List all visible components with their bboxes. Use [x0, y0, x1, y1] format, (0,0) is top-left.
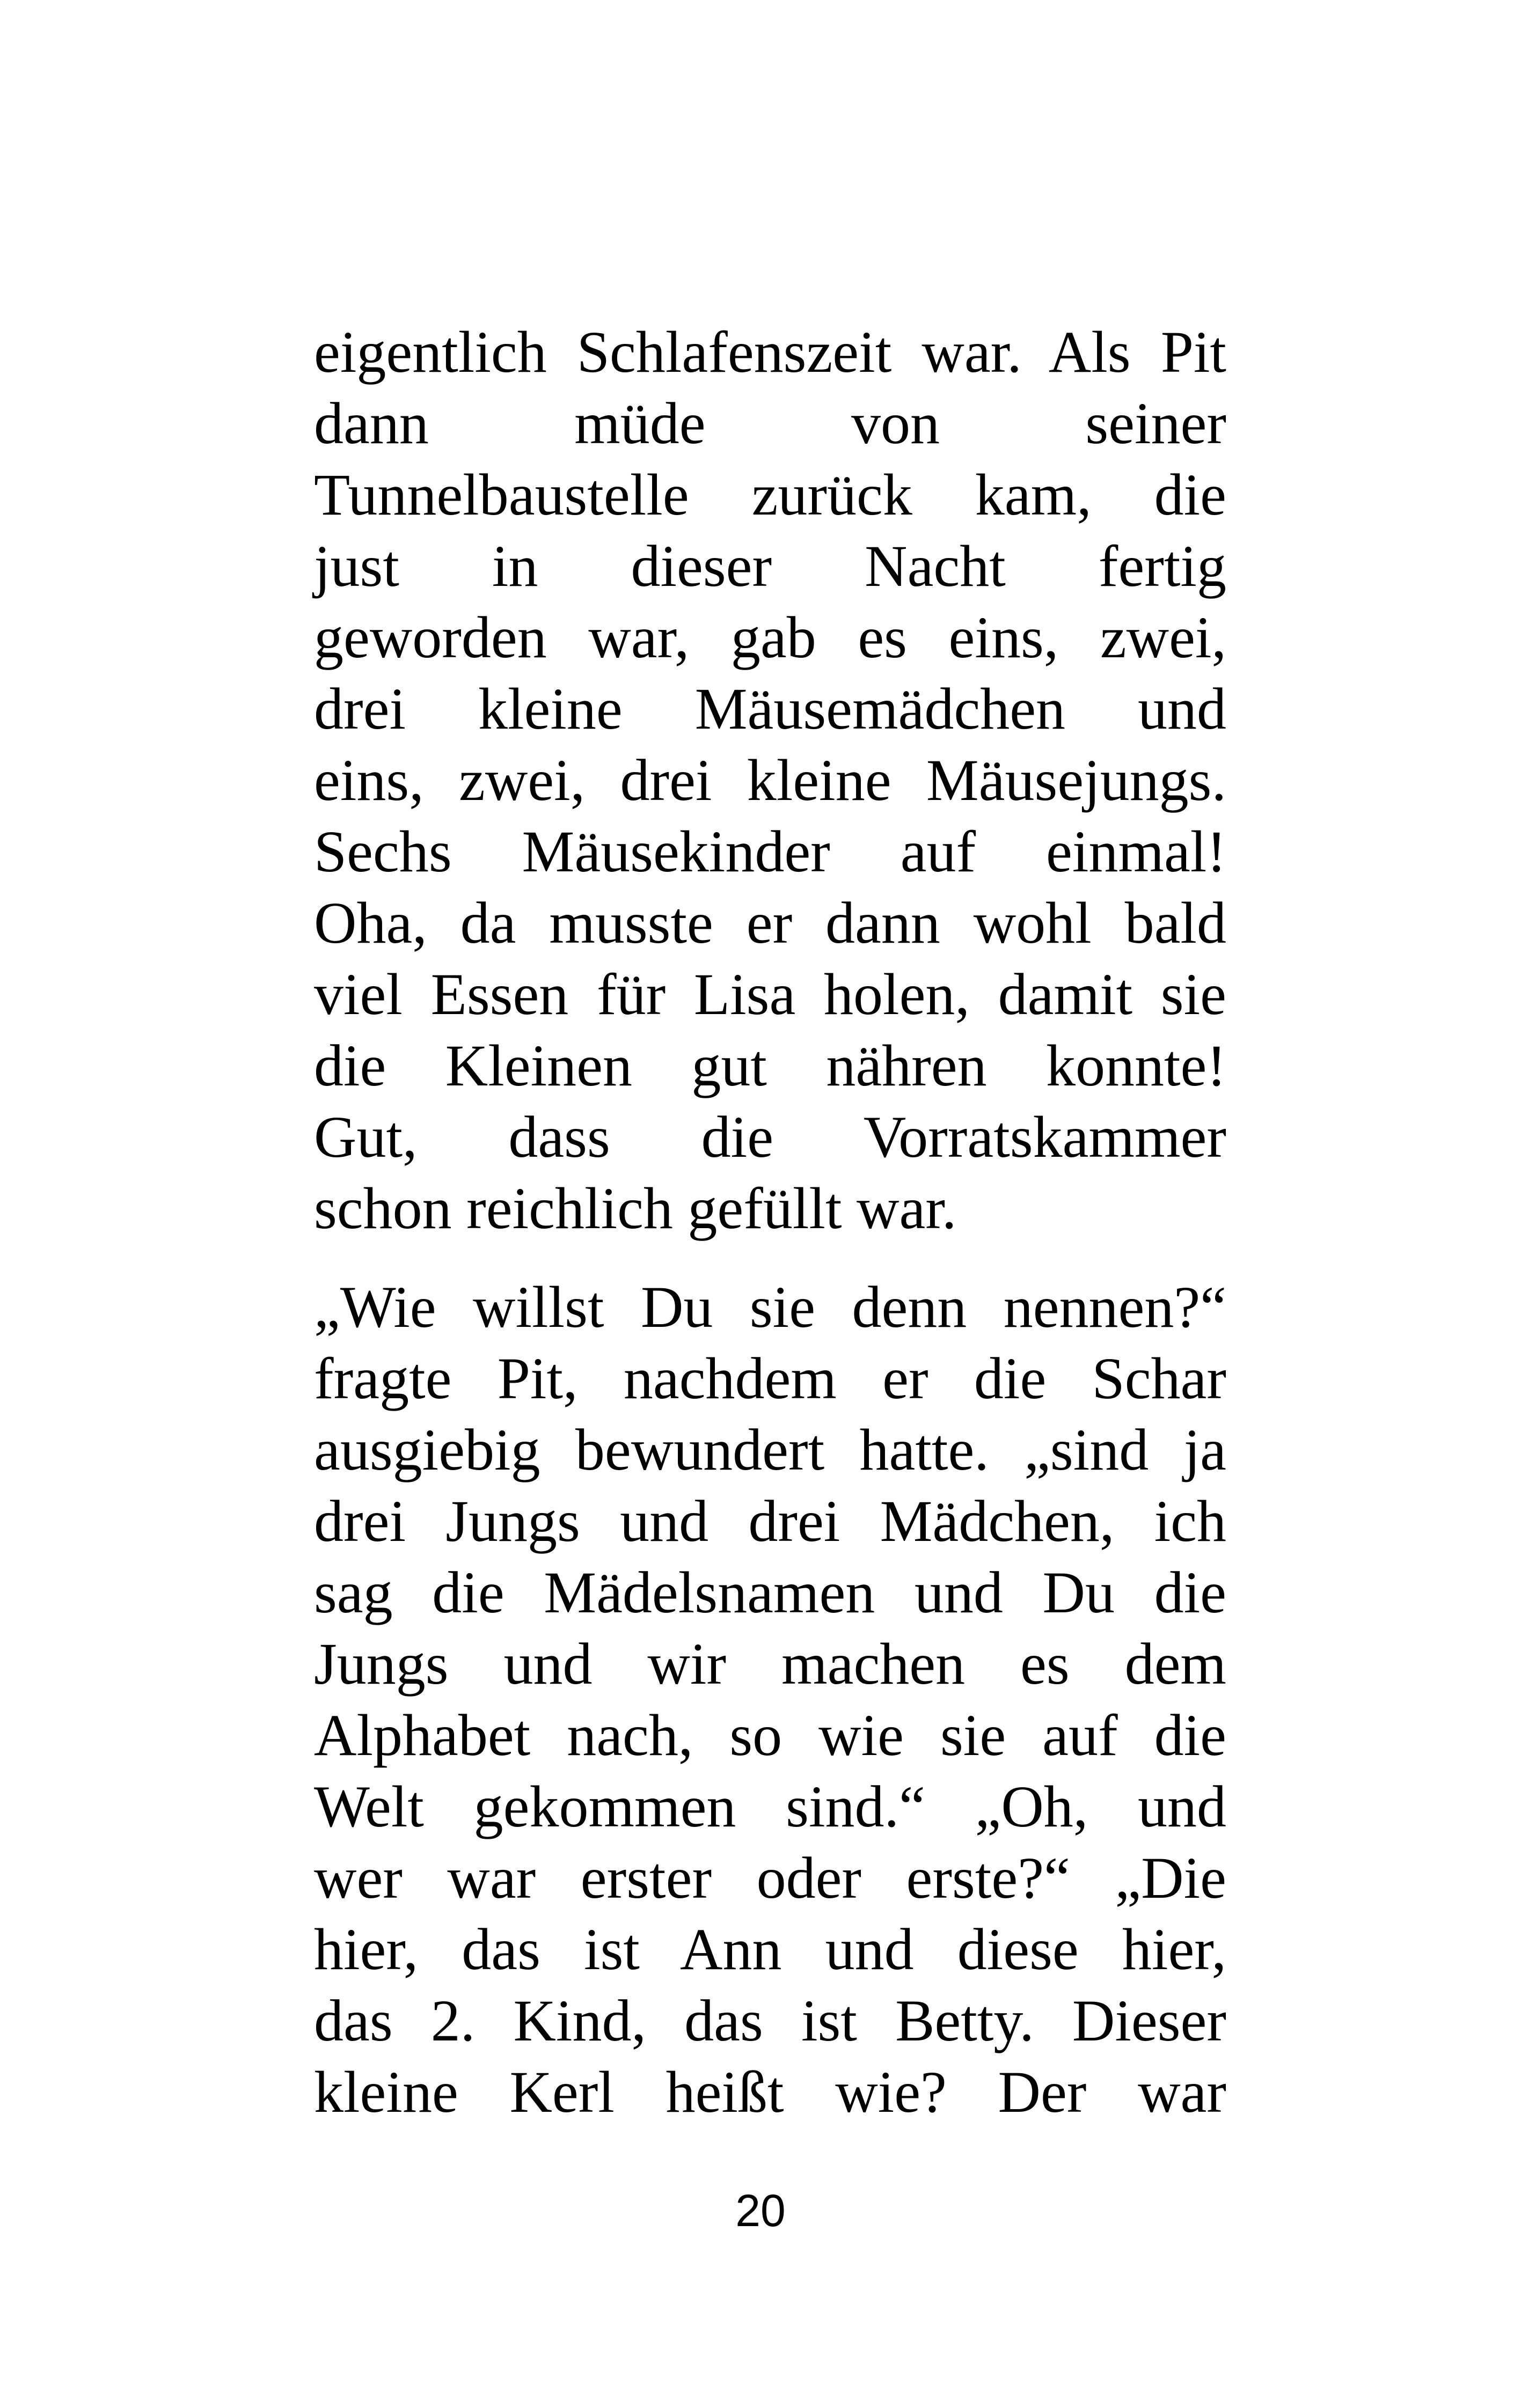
text-line: das 2. Kind, das ist Betty. Dieser — [314, 1988, 1226, 2053]
text-line: fragte Pit, nachdem er die Schar — [314, 1346, 1226, 1411]
page-number: 20 — [735, 2185, 786, 2236]
text-line: dann müde von seiner — [314, 391, 1226, 456]
text-line: just in dieser Nacht fertig — [314, 533, 1226, 599]
paragraph-2 — [314, 1272, 1226, 2128]
text-line: eigentlich Schlafenszeit war. Als Pit — [314, 319, 1226, 385]
text-line: geworden war, gab es eins, zwei, — [314, 605, 1226, 670]
text-line: drei kleine Mäusemädchen und — [314, 676, 1226, 742]
text-line: drei Jungs und drei Mädchen, ich — [314, 1488, 1226, 1554]
paragraph-1 — [314, 317, 1226, 1244]
text-line: Welt gekommen sind.“ „Oh, und — [314, 1774, 1226, 1839]
text-line: „Wie willst Du sie denn nennen?“ — [314, 1274, 1226, 1340]
text-line: schon reichlich gefüllt war. — [314, 1176, 957, 1241]
text-line: sag die Mädelsnamen und Du die — [314, 1560, 1226, 1625]
text-line: hier, das ist Ann und diese hier, — [314, 1917, 1226, 1982]
text-line: viel Essen für Lisa holen, damit sie — [314, 961, 1226, 1027]
text-line: kleine Kerl heißt wie? Der war — [314, 2059, 1226, 2125]
text-line: Sechs Mäusekinder auf einmal! — [314, 819, 1226, 884]
text-line: Tunnelbaustelle zurück kam, die — [314, 462, 1226, 527]
text-line: Jungs und wir machen es dem — [314, 1631, 1226, 1697]
text-line: Alphabet nach, so wie sie auf die — [314, 1702, 1226, 1768]
text-line: eins, zwei, drei kleine Mäusejungs. — [314, 747, 1226, 813]
text-line: Gut, dass die Vorratskammer — [314, 1104, 1226, 1170]
text-line: wer war erster oder erste?“ „Die — [314, 1845, 1226, 1911]
text-line: Oha, da musste er dann wohl bald — [314, 890, 1226, 956]
text-line: die Kleinen gut nähren konnte! — [314, 1033, 1226, 1098]
text-line: ausgiebig bewundert hatte. „sind ja — [314, 1417, 1226, 1482]
